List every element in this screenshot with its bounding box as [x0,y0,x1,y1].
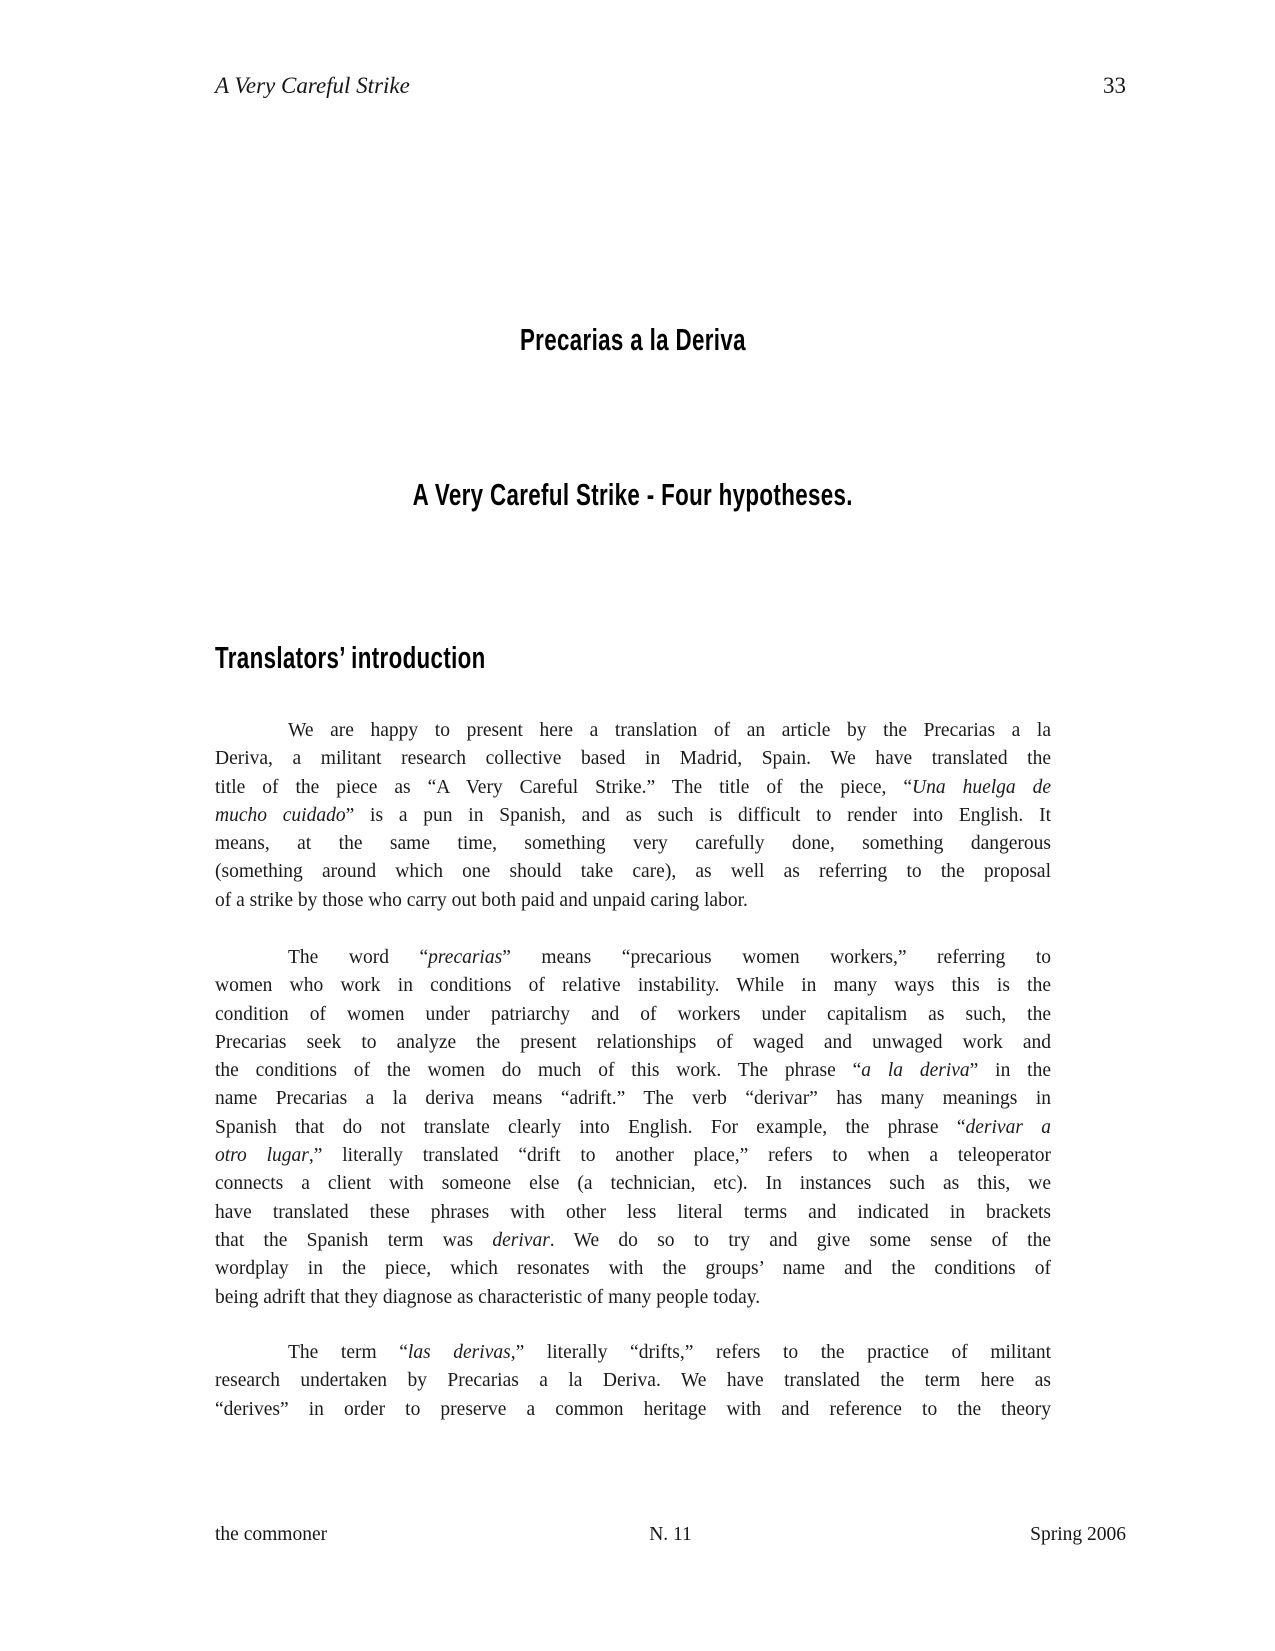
italic-text: precarias [428,947,503,968]
text-line [215,944,1051,972]
section-heading [215,641,591,675]
text-segment: connects a client with someone else (a technician, etc). In instances such as this, we [215,1173,1051,1195]
text-line [215,830,1051,858]
text-segment: that the Spanish term was [215,1229,493,1251]
article-title-text: A Very Careful Strike - Four hypotheses. [412,477,854,512]
intro-paragraph-3 [215,1339,1051,1424]
footer-issue-number: N. 11 [649,1524,692,1545]
text-line [215,745,1051,773]
text-line [215,1057,1051,1085]
text-segment: ” means “precarious women workers,” referring to [502,947,1051,968]
italic-text: derivar [492,1229,550,1251]
article-group-title-text: Precarias a la Deriva [520,322,746,357]
text-line [215,1339,1051,1367]
text-segment: research undertaken by Precarias a la Deriva. We have translated the term here as [215,1370,1051,1392]
text-line [215,1284,1051,1312]
text-line [215,1396,1051,1424]
italic-text: otro lugar [215,1145,309,1167]
text-segment: We are happy to present here a translation of an article by the Precarias a la [288,720,1051,741]
intro-paragraph-2 [215,944,1051,1312]
text-line [215,887,1051,915]
text-segment: The term “ [288,1342,408,1363]
italic-text: derivar a [965,1116,1051,1138]
text-line [215,1142,1051,1170]
text-line [215,858,1051,886]
text-line [215,1114,1051,1142]
text-segment: Precarias seek to analyze the present relationships of waged and unwaged work and [215,1031,1051,1053]
intro-paragraph-1 [215,717,1051,915]
italic-text: Una huelga de [912,776,1052,798]
text-segment: the conditions of the women do much of this work. The phrase “ [215,1060,862,1082]
italic-text: las derivas [407,1342,511,1363]
italic-text: a la deriva [861,1060,970,1082]
text-segment: ,” literally “drifts,” refers to the practice of militant [510,1342,1051,1363]
text-segment: ” in the [969,1060,1051,1082]
footer-journal-name: the commoner [215,1524,328,1545]
text-line [215,1227,1051,1255]
text-segment: ,” literally translated “drift to another place,” refers to when a teleoperator [308,1145,1051,1167]
text-line [215,1367,1051,1395]
page-footer [215,1523,1126,1546]
text-segment: have translated these phrases with other less literal terms and indicated in brackets [215,1201,1051,1223]
text-segment: name Precarias a la deriva means “adrift.” The verb “derivar” has many meanings in [215,1088,1051,1110]
text-line [215,1085,1051,1113]
article-title [215,478,1051,512]
page-number: 33 [1103,73,1126,98]
running-header [215,72,1126,99]
text-line [215,717,1051,745]
text-line [215,1029,1051,1057]
text-segment: wordplay in the piece, which resonates with the groups’ name and the conditions of [215,1258,1051,1280]
text-segment: means, at the same time, something very carefully done, something dangerous [215,833,1051,855]
text-segment: (something around which one should take care), as well as referring to the proposal [215,861,1051,883]
italic-text: mucho cuidado [215,804,346,826]
text-segment: ” is a pun in Spanish, and as such is difficult to render into English. It [345,804,1051,826]
text-line [215,1170,1051,1198]
text-segment: . We do so to try and give some sense of the [549,1229,1051,1251]
article-group-title [215,323,1051,357]
text-line [215,1001,1051,1029]
text-segment: The word “ [288,947,429,968]
text-segment: women who work in conditions of relative instability. While in many ways this is the [215,975,1051,997]
text-segment: being adrift that they diagnose as characteristic of many people today. [215,1286,761,1308]
footer-issue-date: Spring 2006 [1030,1524,1127,1545]
text-segment: Deriva, a militant research collective based in Madrid, Spain. We have translated the [215,748,1051,770]
section-heading-text: Translators’ introduction [215,640,486,675]
text-line [215,1255,1051,1283]
text-segment: Spanish that do not translate clearly into English. For example, the phrase “ [215,1116,966,1138]
text-segment: of a strike by those who carry out both paid and unpaid caring labor. [215,889,748,911]
text-line [215,1199,1051,1227]
running-title: A Very Careful Strike [215,73,410,98]
text-line [215,802,1051,830]
text-segment: “derives” in order to preserve a common heritage with and reference to the theory [215,1398,1051,1420]
text-segment: condition of women under patriarchy and of workers under capitalism as such, the [215,1003,1051,1025]
text-line [215,972,1051,1000]
text-line [215,774,1051,802]
text-segment: title of the piece as “A Very Careful Strike.” The title of the piece, “ [215,776,913,798]
